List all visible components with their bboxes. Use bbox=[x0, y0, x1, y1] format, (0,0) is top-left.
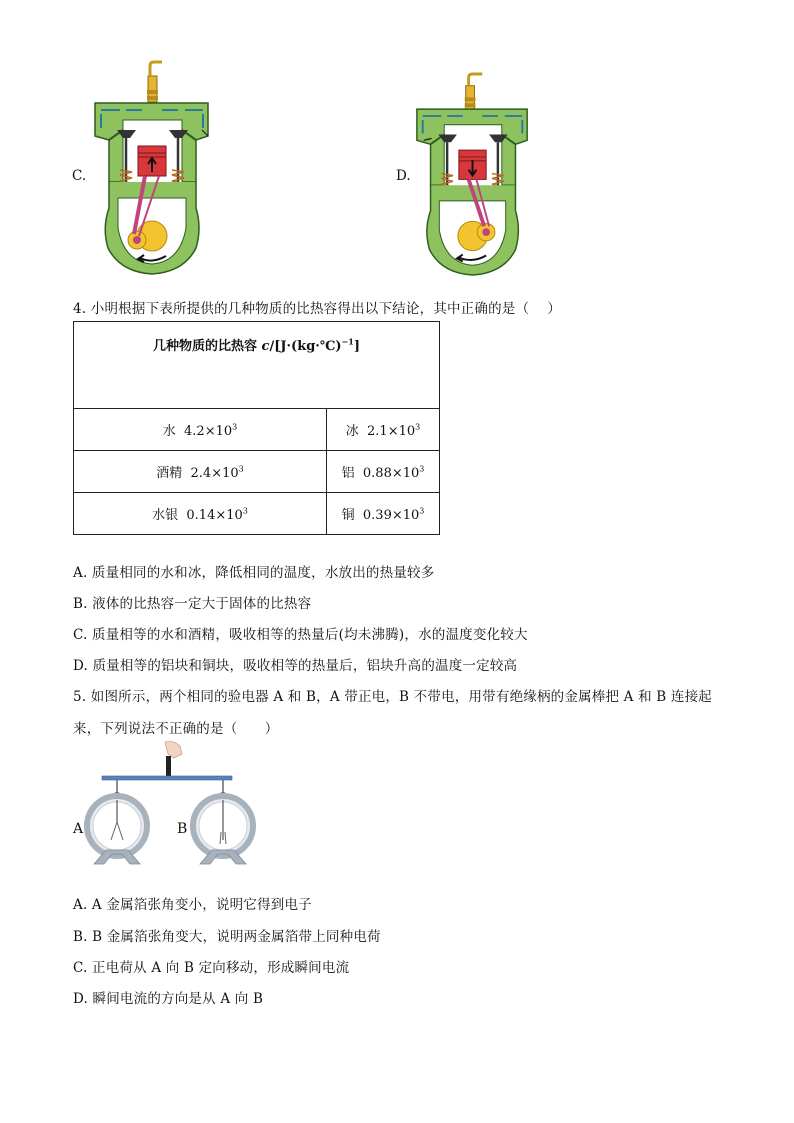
value-exponent: 3 bbox=[232, 422, 238, 432]
table-title bbox=[74, 322, 440, 409]
table-row bbox=[74, 493, 440, 535]
substance-name: 铜 bbox=[341, 508, 355, 523]
q4-option-d: D. 质量相等的铝块和铜块，吸收相等的热量后，铝块升高的温度一定较高 bbox=[73, 658, 518, 674]
table-title-exp: −1 bbox=[341, 336, 354, 347]
table-title-symbol: c bbox=[261, 339, 270, 354]
value-exponent: 3 bbox=[419, 506, 425, 516]
table-row bbox=[74, 451, 440, 493]
electroscope-diagram bbox=[70, 740, 270, 880]
table-cell-left bbox=[74, 451, 327, 493]
q4-option-c: C. 质量相等的水和酒精，吸收相等的热量后(均未沸腾)，水的温度变化较大 bbox=[73, 627, 528, 643]
substance-value: 0.39×10 bbox=[362, 508, 420, 523]
table-cell-left bbox=[74, 493, 327, 535]
substance-value: 0.14×10 bbox=[186, 508, 243, 523]
substance-name: 酒精 bbox=[156, 466, 183, 481]
substance-name: 水 bbox=[162, 424, 176, 439]
table-cell-right bbox=[327, 451, 440, 493]
specific-heat-table bbox=[73, 321, 440, 535]
engine-diagram-c bbox=[90, 58, 215, 283]
substance-name: 冰 bbox=[345, 424, 359, 439]
value-exponent: 3 bbox=[238, 464, 244, 474]
table-cell-right bbox=[327, 409, 440, 451]
table-title-close: ] bbox=[353, 339, 360, 354]
q5-option-d: D. 瞬间电流的方向是从 A 向 B bbox=[73, 991, 264, 1007]
substance-value: 4.2×10 bbox=[184, 424, 233, 439]
table-row bbox=[74, 409, 440, 451]
q5-stem-line2: 来，下列说法不正确的是（ ） bbox=[73, 721, 279, 737]
option-d-label: D. bbox=[396, 168, 411, 184]
table-title-prefix: 几种物质的比热容 bbox=[153, 339, 262, 354]
value-exponent: 3 bbox=[242, 506, 248, 516]
option-c-label: C. bbox=[72, 168, 87, 184]
q5-option-c: C. 正电荷从 A 向 B 定向移动，形成瞬间电流 bbox=[73, 960, 350, 976]
q4-stem: 4. 小明根据下表所提供的几种物质的比热容得出以下结论，其中正确的是（ ） bbox=[73, 301, 562, 317]
substance-value: 2.4×10 bbox=[190, 466, 239, 481]
electroscope-label-b: B bbox=[177, 821, 188, 837]
value-exponent: 3 bbox=[419, 464, 425, 474]
substance-name: 铝 bbox=[341, 466, 355, 481]
q4-option-b: B. 液体的比热容一定大于固体的比热容 bbox=[73, 596, 312, 612]
q4-option-a: A. 质量相同的水和冰，降低相同的温度，水放出的热量较多 bbox=[73, 565, 435, 581]
value-exponent: 3 bbox=[415, 422, 421, 432]
q5-stem-line1: 5. 如图所示，两个相同的验电器 A 和 B，A 带正电，B 不带电，用带有绝缘柄的金属棒把 A 和 B 连接起 bbox=[73, 689, 713, 705]
table-cell-right bbox=[327, 493, 440, 535]
substance-name: 水银 bbox=[152, 508, 179, 523]
table-cell-left bbox=[74, 409, 327, 451]
electroscope-label-a: A bbox=[73, 821, 84, 837]
substance-value: 2.1×10 bbox=[367, 424, 416, 439]
q5-option-a: A. A 金属箔张角变小，说明它得到电子 bbox=[73, 897, 312, 913]
table-title-unit: /[J·(kg·℃) bbox=[269, 339, 342, 354]
substance-value: 0.88×10 bbox=[362, 466, 420, 481]
engine-diagram-d bbox=[412, 70, 534, 280]
q5-option-b: B. B 金属箔张角变大，说明两金属箔带上同种电荷 bbox=[73, 929, 381, 945]
